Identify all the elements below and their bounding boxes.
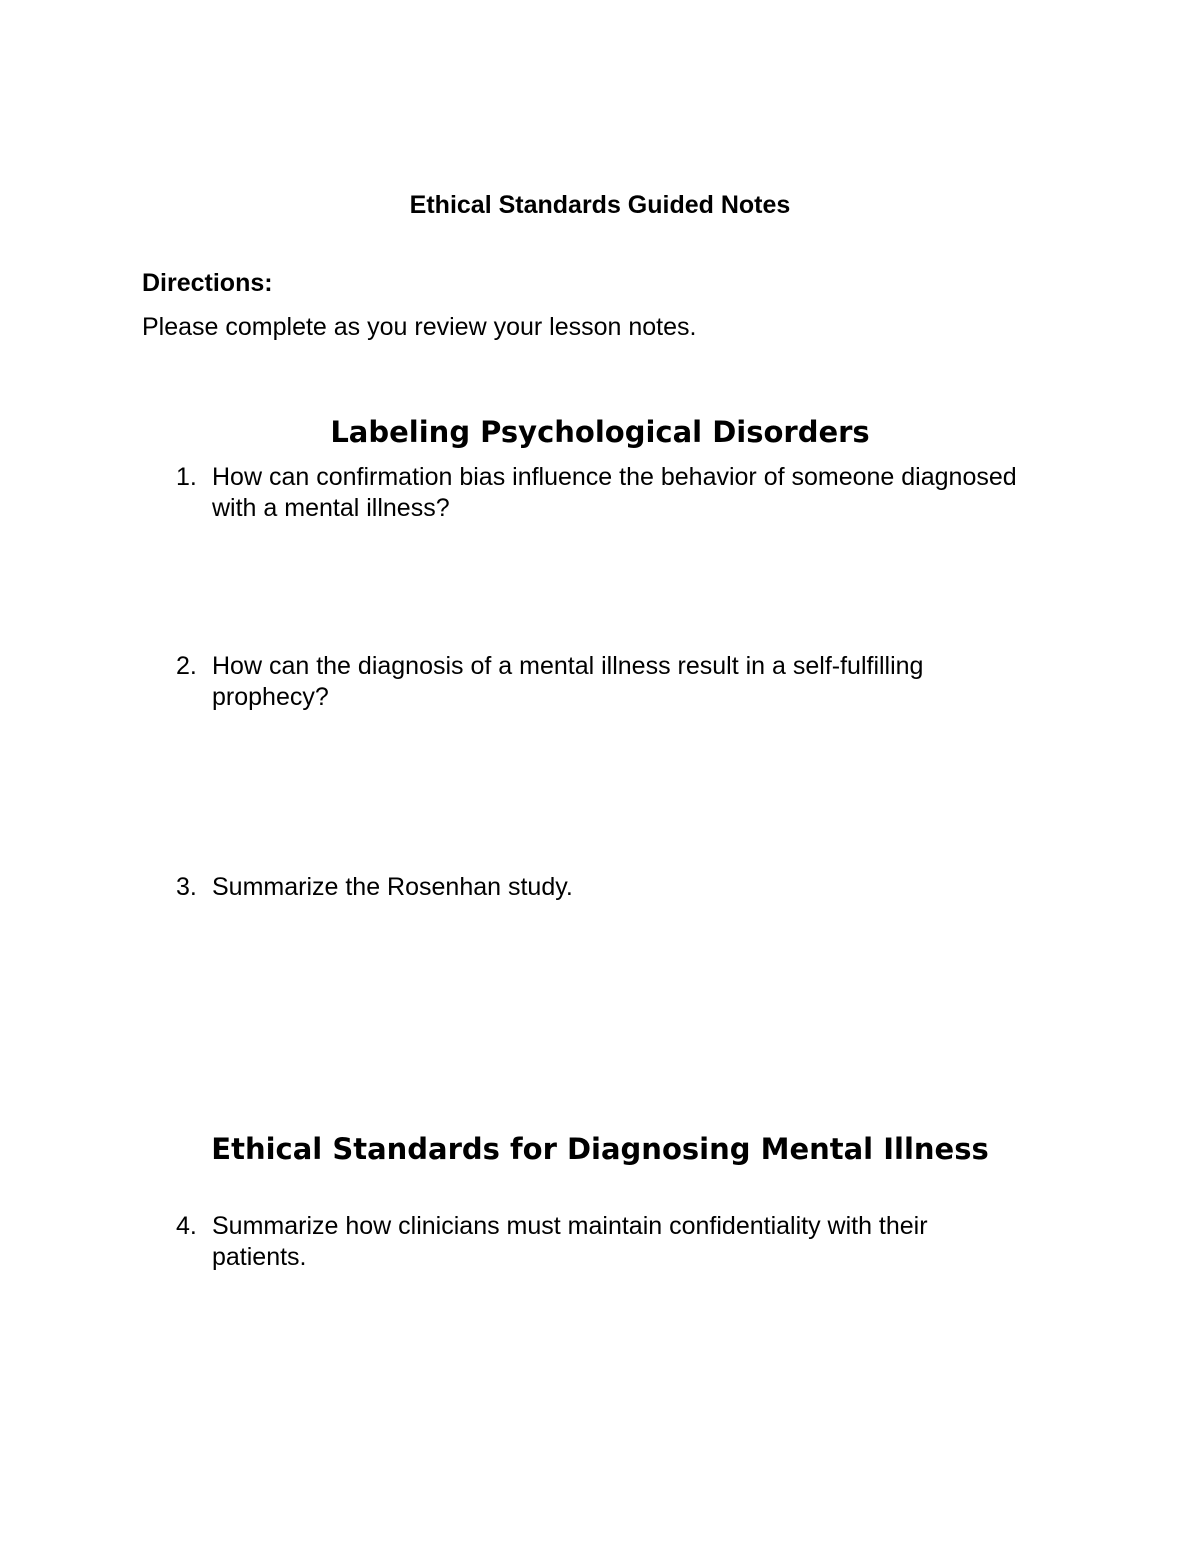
question-number: 2. [176, 652, 197, 680]
question-item [176, 651, 1026, 713]
question-text: Summarize how clinicians must maintain confidentiality with their patients. [212, 1212, 928, 1271]
question-item [176, 872, 1026, 903]
question-text: How can the diagnosis of a mental illness result in a self-fulfilling prophecy? [212, 652, 924, 711]
directions-text: Please complete as you review your lesson notes. [142, 313, 697, 341]
section-heading-ethical-standards: Ethical Standards for Diagnosing Mental Illness [211, 1132, 989, 1166]
question-text: Summarize the Rosenhan study. [212, 873, 573, 901]
directions-label: Directions: [142, 269, 273, 297]
question-number: 4. [176, 1212, 197, 1240]
question-number: 1. [176, 463, 197, 491]
question-item [176, 462, 1026, 524]
question-item [176, 1211, 1026, 1273]
question-number: 3. [176, 873, 197, 901]
section-heading-labeling: Labeling Psychological Disorders [330, 415, 870, 449]
document-title: Ethical Standards Guided Notes [409, 191, 791, 219]
question-text: How can confirmation bias influence the behavior of someone diagnosed with a mental illness? [212, 463, 1017, 522]
